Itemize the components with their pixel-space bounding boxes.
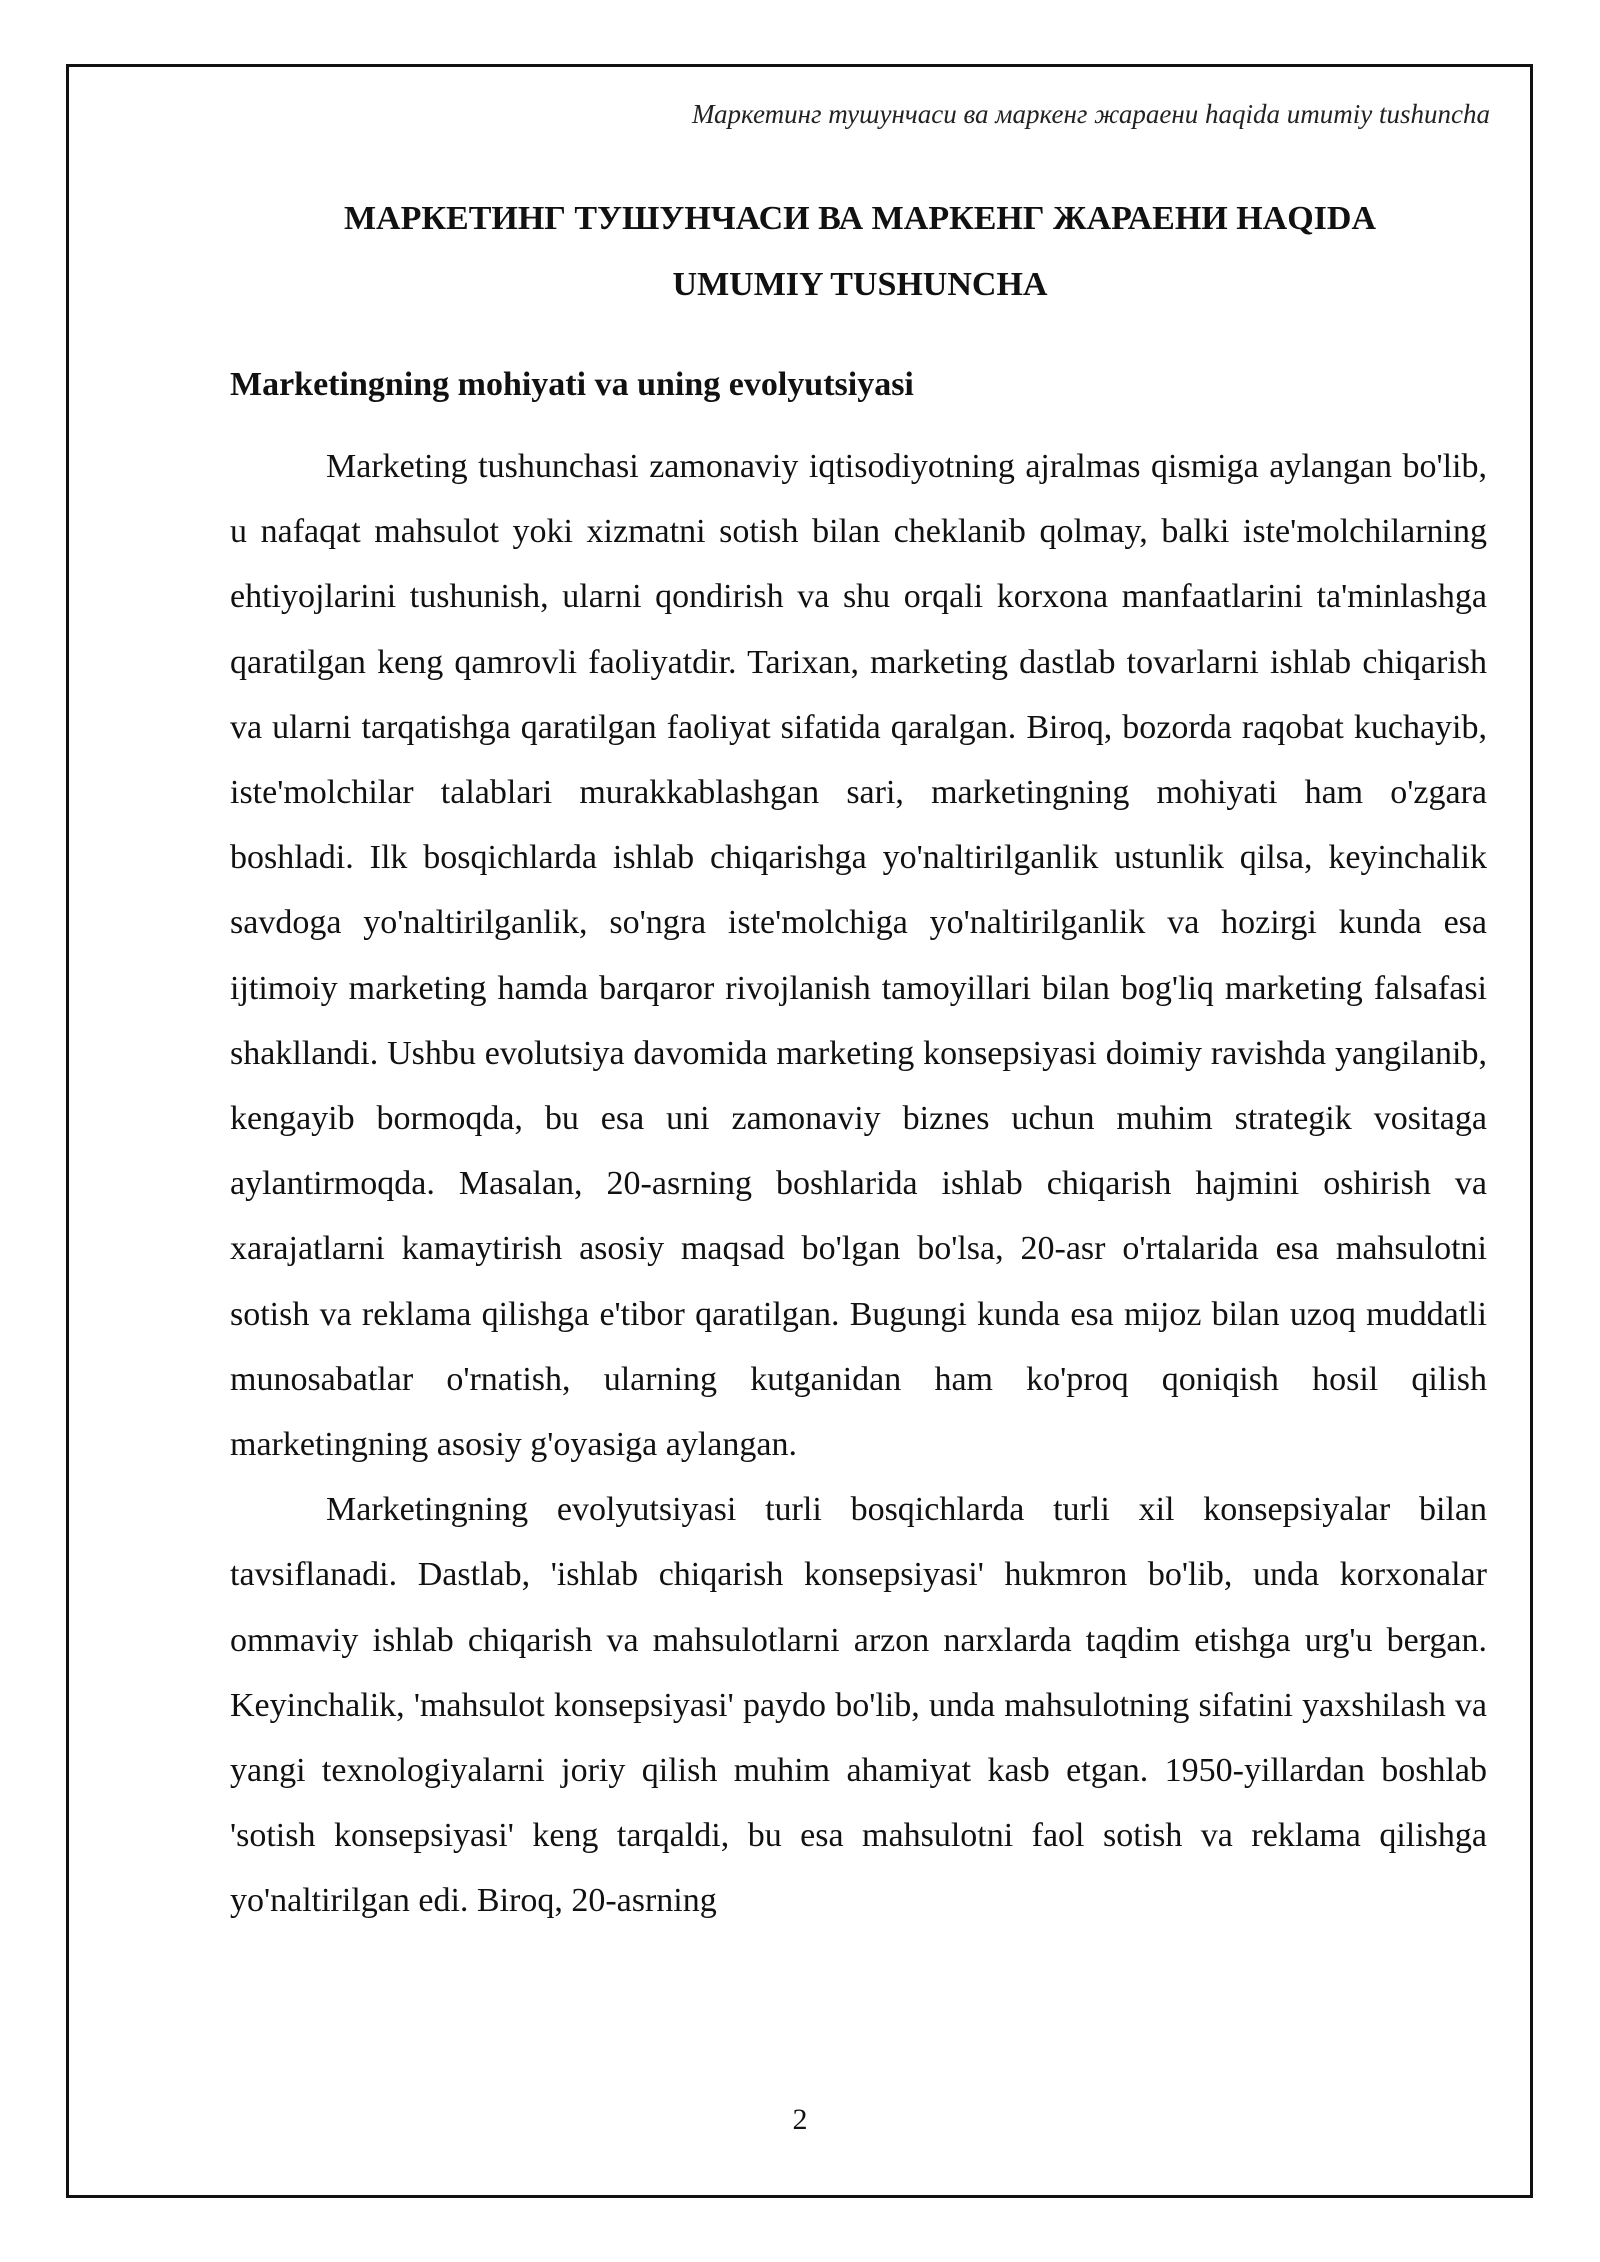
section-heading: Marketingning mohiyati va uning evolyutsiyasi xyxy=(230,366,914,403)
document-title xyxy=(230,186,1490,318)
document-title-line-1: МАРКЕТИНГ ТУШУНЧАСИ ВА МАРКЕНГ ЖАРАЕНИ HAQIDA xyxy=(343,200,1377,237)
document-title-line-2: UMUMIY TUSHUNCHA xyxy=(672,266,1048,303)
running-header: Маркетинг тушунчаси ва маркенг жараени haqida umumiy tushuncha xyxy=(691,99,1490,129)
page-number: 2 xyxy=(792,2103,808,2136)
body-text xyxy=(230,434,1487,1934)
paragraph-2: Marketingning evolyutsiyasi turli bosqichlarda turli xil konsepsiyalar bilan tavsiflanadi. Dastlab, 'ishlab chiqarish konsepsiyasi' hukmron bo'lib, unda korxonalar ommaviy ishlab chiqarish va mahsulotlarni arzon narxlarda taqdim etishga urg'u bergan. Keyinchalik, 'mahsulot konsepsiyasi' paydo bo'lib, unda mahsulotning sifatini yaxshilash va yangi texnologiyalarni joriy qilish muhim ahamiyat kasb etgan. 1950-yillardan boshlab 'sotish konsepsiyasi' keng tarqaldi, bu esa mahsulotni faol sotish va reklama qilishga yo'naltirilgan edi. Biroq, 20-asrning xyxy=(230,1491,1487,1920)
paragraph-1: Marketing tushunchasi zamonaviy iqtisodiyotning ajralmas qismiga aylangan bo'lib, u nafaqat mahsulot yoki xizmatni sotish bilan cheklanib qolmay, balki iste'molchilarning ehtiyojlarini tushunish, ularni qondirish va shu orqali korxona manfaatlarini ta'minlashga qaratilgan keng qamrovli faoliyatdir. Tarixan, marketing dastlab tovarlarni ishlab chiqarish va ularni tarqatishga qaratilgan faoliyat sifatida qaralgan. Biroq, bozorda raqobat kuchayib, iste'molchilar talablari murakkablashgan sari, marketingning mohiyati ham o'zgara boshladi. Ilk bosqichlarda ishlab chiqarishga yo'naltirilganlik ustunlik qilsa, keyinchalik savdoga yo'naltirilganlik, so'ngra iste'molchiga yo'naltirilganlik va hozirgi kunda esa ijtimoiy marketing hamda barqaror rivojlanish tamoyillari bilan bog'liq marketing falsafasi shakllandi. Ushbu evolutsiya davomida marketing konsepsiyasi doimiy ravishda yangilanib, kengayib bormoqda, bu esa uni zamonaviy biznes uchun muhim strategik vositaga aylantirmoqda. Masalan, 20-asrning boshlarida ishlab chiqarish hajmini oshirish va xarajatlarni kamaytirish asosiy maqsad bo'lgan bo'lsa, 20-asr o'rtalarida esa mahsulotni sotish va reklama qilishga e'tibor qaratilgan. Bugungi kunda esa mijoz bilan uzoq muddatli munosabatlar o'rnatish, ularning kutganidan ham ko'proq qoniqish hosil qilish marketingning asosiy g'oyasiga aylangan. xyxy=(230,448,1487,1464)
